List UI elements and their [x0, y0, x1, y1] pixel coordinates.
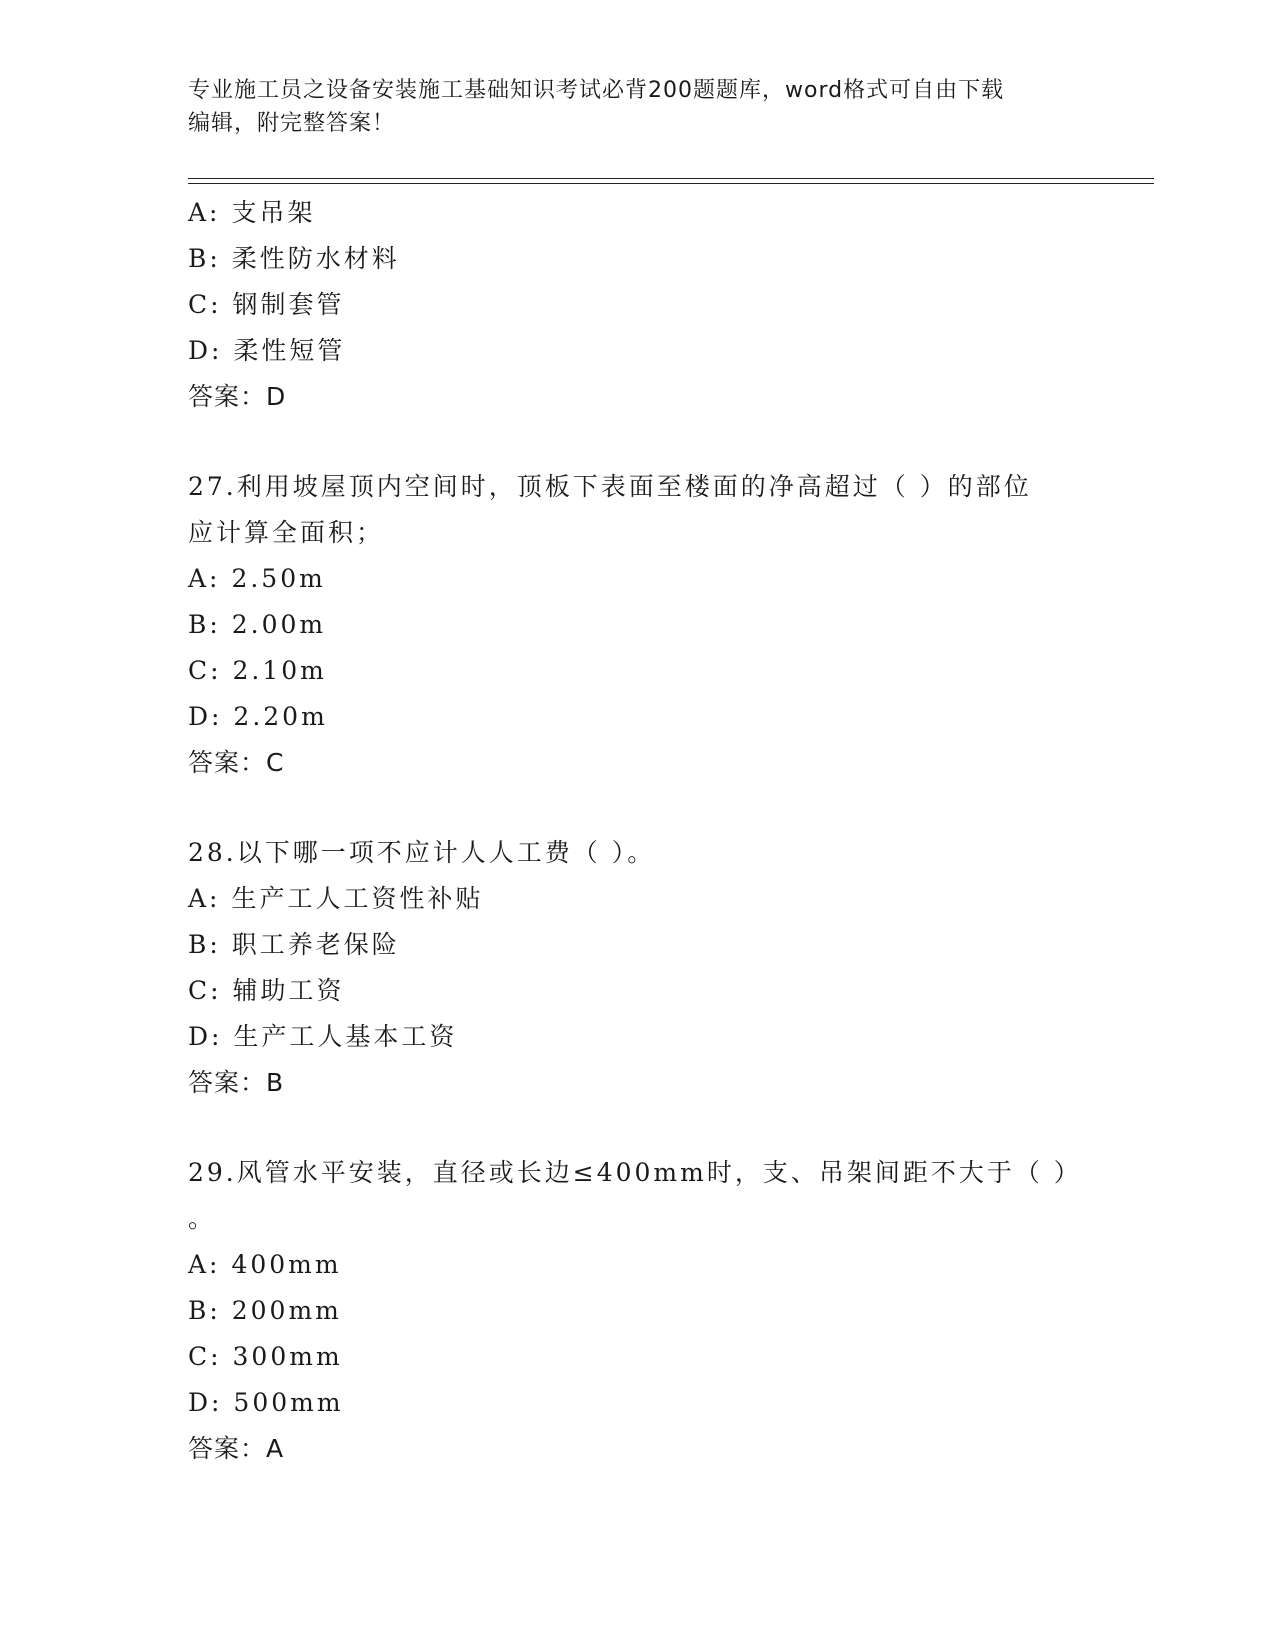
question-block-29 [188, 1150, 1088, 1472]
option-b [188, 922, 1088, 968]
option-b [188, 236, 1088, 282]
question-text-cont: 应计算全面积； [188, 518, 385, 547]
option-label: D: [188, 702, 223, 731]
option-text: 生产工人基本工资 [233, 1022, 458, 1051]
document-header [188, 74, 1088, 140]
answer-label: 答案： [188, 1068, 267, 1097]
answer-value: D [266, 382, 287, 411]
header-divider-bottom [188, 183, 1154, 184]
option-label: C: [188, 1342, 222, 1371]
option-text: 500mm [233, 1388, 344, 1417]
option-text: 400mm [231, 1250, 342, 1279]
question-block-prev [188, 190, 1088, 420]
option-b [188, 1288, 1088, 1334]
option-label: D: [188, 1022, 223, 1051]
option-text: 300mm [232, 1342, 343, 1371]
question-text-cont: 。 [188, 1204, 217, 1233]
option-label: B: [188, 930, 221, 959]
question-list [188, 190, 1088, 1472]
answer-line [188, 1426, 1088, 1472]
question-text: 28.以下哪一项不应计人人工费（ ）。 [188, 838, 656, 867]
option-d [188, 1014, 1088, 1060]
option-label: B: [188, 1296, 221, 1325]
option-c [188, 968, 1088, 1014]
answer-value: B [266, 1068, 285, 1097]
option-text: 2.20m [233, 702, 328, 731]
option-a [188, 556, 1088, 602]
option-d [188, 328, 1088, 374]
option-label: A: [188, 884, 221, 913]
option-label: B: [188, 244, 221, 273]
question-block-27 [188, 464, 1088, 786]
option-text: 辅助工资 [232, 976, 345, 1005]
answer-label: 答案： [188, 1434, 267, 1463]
option-a [188, 876, 1088, 922]
answer-value: C [266, 748, 285, 777]
option-text: 2.50m [231, 564, 326, 593]
header-title-line1: 专业施工员之设备安装施工基础知识考试必背200题题库，word格式可自由下载 [188, 78, 1005, 103]
answer-label: 答案： [188, 382, 267, 411]
option-label: D: [188, 336, 223, 365]
option-text: 职工养老保险 [231, 930, 400, 959]
option-label: A: [188, 198, 221, 227]
option-text: 钢制套管 [232, 290, 345, 319]
option-c [188, 1334, 1088, 1380]
option-text: 2.10m [232, 656, 327, 685]
answer-label: 答案： [188, 748, 267, 777]
option-label: D: [188, 1388, 223, 1417]
answer-line [188, 740, 1088, 786]
option-d [188, 694, 1088, 740]
answer-line [188, 1060, 1088, 1106]
header-divider-top [188, 178, 1154, 179]
option-label: C: [188, 976, 222, 1005]
option-text: 生产工人工资性补贴 [231, 884, 484, 913]
option-a [188, 190, 1088, 236]
question-block-28 [188, 830, 1088, 1106]
option-text: 柔性短管 [233, 336, 346, 365]
option-label: B: [188, 610, 221, 639]
option-text: 支吊架 [231, 198, 316, 227]
answer-value: A [266, 1434, 285, 1463]
option-label: C: [188, 290, 222, 319]
option-a [188, 1242, 1088, 1288]
option-label: A: [188, 1250, 221, 1279]
answer-line [188, 374, 1088, 420]
option-text: 2.00m [231, 610, 327, 639]
option-d [188, 1380, 1088, 1426]
option-label: C: [188, 656, 222, 685]
question-text: 27.利用坡屋顶内空间时，顶板下表面至楼面的净高超过（ ）的部位 [188, 472, 1032, 501]
header-title-line2: 编辑，附完整答案！ [188, 111, 396, 136]
option-text: 200mm [231, 1296, 342, 1325]
option-text: 柔性防水材料 [231, 244, 400, 273]
option-c [188, 648, 1088, 694]
option-b [188, 602, 1088, 648]
option-c [188, 282, 1088, 328]
option-label: A: [188, 564, 221, 593]
question-text: 29.风管水平安装，直径或长边≤400mm时，支、吊架间距不大于（ ） [188, 1158, 1082, 1187]
